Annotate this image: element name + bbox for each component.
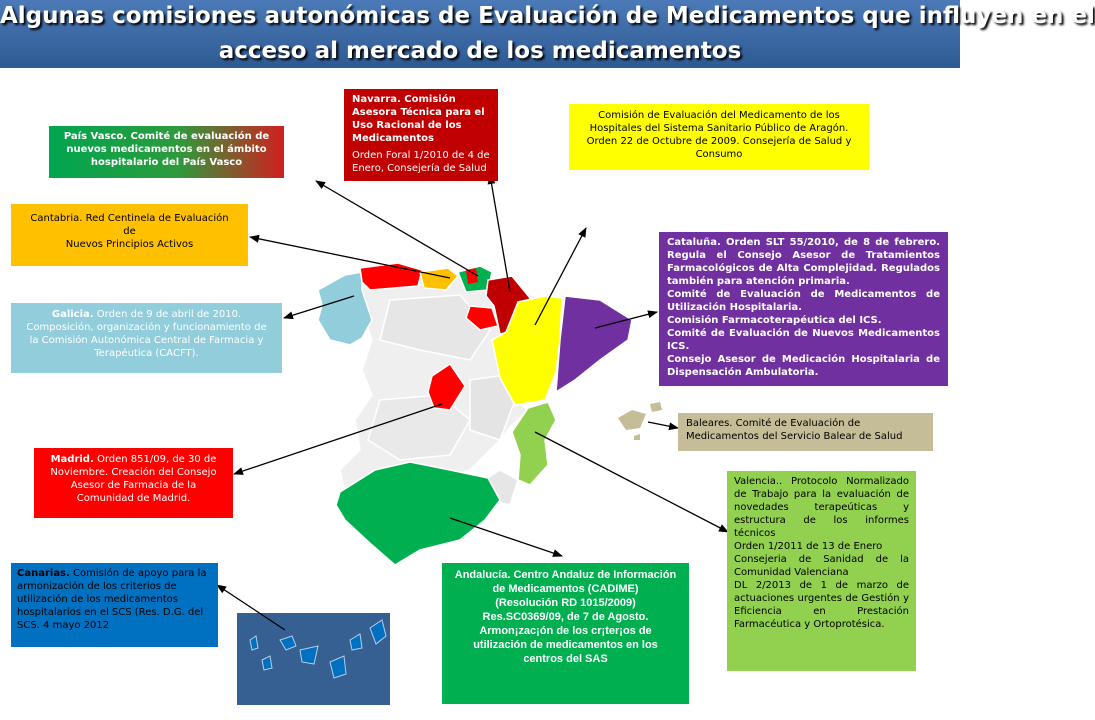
madrid-box xyxy=(34,448,233,518)
galicia-box xyxy=(11,303,282,373)
navarra-line-1: Navarra. Comisión Asesora Técnica para el Uso Racional de los Medicamentos xyxy=(352,94,485,144)
arrow-andalucia xyxy=(450,518,562,556)
arrow-baleares xyxy=(648,422,678,428)
cataluna-line-3: Comisión Farmacoterapéutica del ICS. xyxy=(667,315,882,326)
pais-vasco-box xyxy=(49,126,284,178)
region-cataluna xyxy=(556,296,632,392)
cataluna-line-5: Consejo Asesor de Medicación Hospitalaria de Dispensación Ambulatoria. xyxy=(667,354,940,378)
navarra-line-2: Orden Foral 1/2010 de 4 de Enero, Consejería de Salud xyxy=(352,150,490,174)
canarias-label: Canarias. xyxy=(17,568,70,579)
andalucia-line-2: (Resolución RD 1015/2009) xyxy=(495,597,636,609)
valencia-line-3: Consejeria de Sanidad de la Comunidad Valenciana xyxy=(734,554,909,578)
arrow-pais-vasco xyxy=(316,181,478,276)
cataluna-line-4: Comité de Evaluación de Nuevos Medicamentos ICS. xyxy=(667,328,940,352)
cataluna-line-1: Cataluña. Orden SLT 55/2010, de 8 de febrero. Regula el Consejo Asesor de Tratamientos Farmacológicos de Alta Complejidad. Regulados también para atención primaria. xyxy=(667,237,940,287)
valencia-line-1: Valencia.. Protocolo Normalizado de Trabajo para la evaluación de novedades terapeúticas y estructura de los informes técnicos xyxy=(734,476,909,539)
arrow-cantabria xyxy=(250,237,450,278)
andalucia-box xyxy=(442,563,689,704)
canarias-box xyxy=(11,563,218,647)
arrow-navarra xyxy=(490,175,510,292)
andalucia-line-1: Andalucía. Centro Andaluz de Información de Medicamentos (CADIME) xyxy=(454,569,677,595)
aragon-text: Comisión de Evaluación del Medicamento de los Hospitales del Sistema Sanitario Público de Aragón. Orden 22 de Octubre de 2009. Consejería de Salud y Consumo xyxy=(586,110,852,160)
valencia-box xyxy=(727,471,916,671)
madrid-text: Orden 851/09, de 30 de Noviembre. Creación del Consejo Asesor de Farmacia de la Comunidad de Madrid. xyxy=(50,454,217,504)
madrid-label: Madrid. xyxy=(50,454,94,465)
title-line-1: Algunas comisiones autonómicas de Evaluación de Medicamentos que influyen en el xyxy=(0,3,1095,29)
galicia-text: Orden de 9 de abril de 2010. Composición, organización y funcionamiento de la Comisión Autonómica Central de Farmacia y Terapéutica (CACFT). xyxy=(26,309,267,359)
title-line-2: acceso al mercado de los medicamentos xyxy=(218,38,742,64)
pais-vasco-text: País Vasco. Comité de evaluación de nuevos medicamentos en el ámbito hospitalario del País Vasco xyxy=(63,131,270,168)
baleares-text: Baleares. Comité de Evaluación de Medicamentos del Servicio Balear de Salud xyxy=(686,418,903,442)
navarra-box xyxy=(344,89,498,181)
andalucia-line-3: Res.SC0369/09, de 7 de Agosto. Armon¡zac¡ón de los cr¡ter¡os de utilización de medicamentos en los centros del SAS xyxy=(473,611,658,665)
cataluna-box xyxy=(659,232,948,386)
canarias-text: Comisión de apoyo para la armonización de los criterios de utilización de los medicamentos hospitalarios en el SCS (Res. D.G. del SCS. 4 mayo 2012 xyxy=(17,568,207,631)
cantabria-line-1: Cantabria. Red Centinela de Evaluación de xyxy=(30,213,229,237)
valencia-line-2: Orden 1/2011 de 13 de Enero xyxy=(734,541,883,552)
region-baleares xyxy=(618,402,662,440)
aragon-box xyxy=(569,104,869,170)
cantabria-line-2: Nuevos Principios Activos xyxy=(65,239,194,250)
cantabria-box xyxy=(11,204,248,266)
cataluna-line-2: Comité de Evaluación de Medicamentos de Utilización Hospitalaria. xyxy=(667,289,940,313)
galicia-label: Galicia. xyxy=(51,309,94,320)
baleares-box xyxy=(678,413,933,451)
valencia-line-4: DL 2/2013 de 1 de marzo de actuaciones urgentes de Gestión y Eficiencia en Prestación Farmacéutica y Ortoprotésica. xyxy=(734,580,909,630)
